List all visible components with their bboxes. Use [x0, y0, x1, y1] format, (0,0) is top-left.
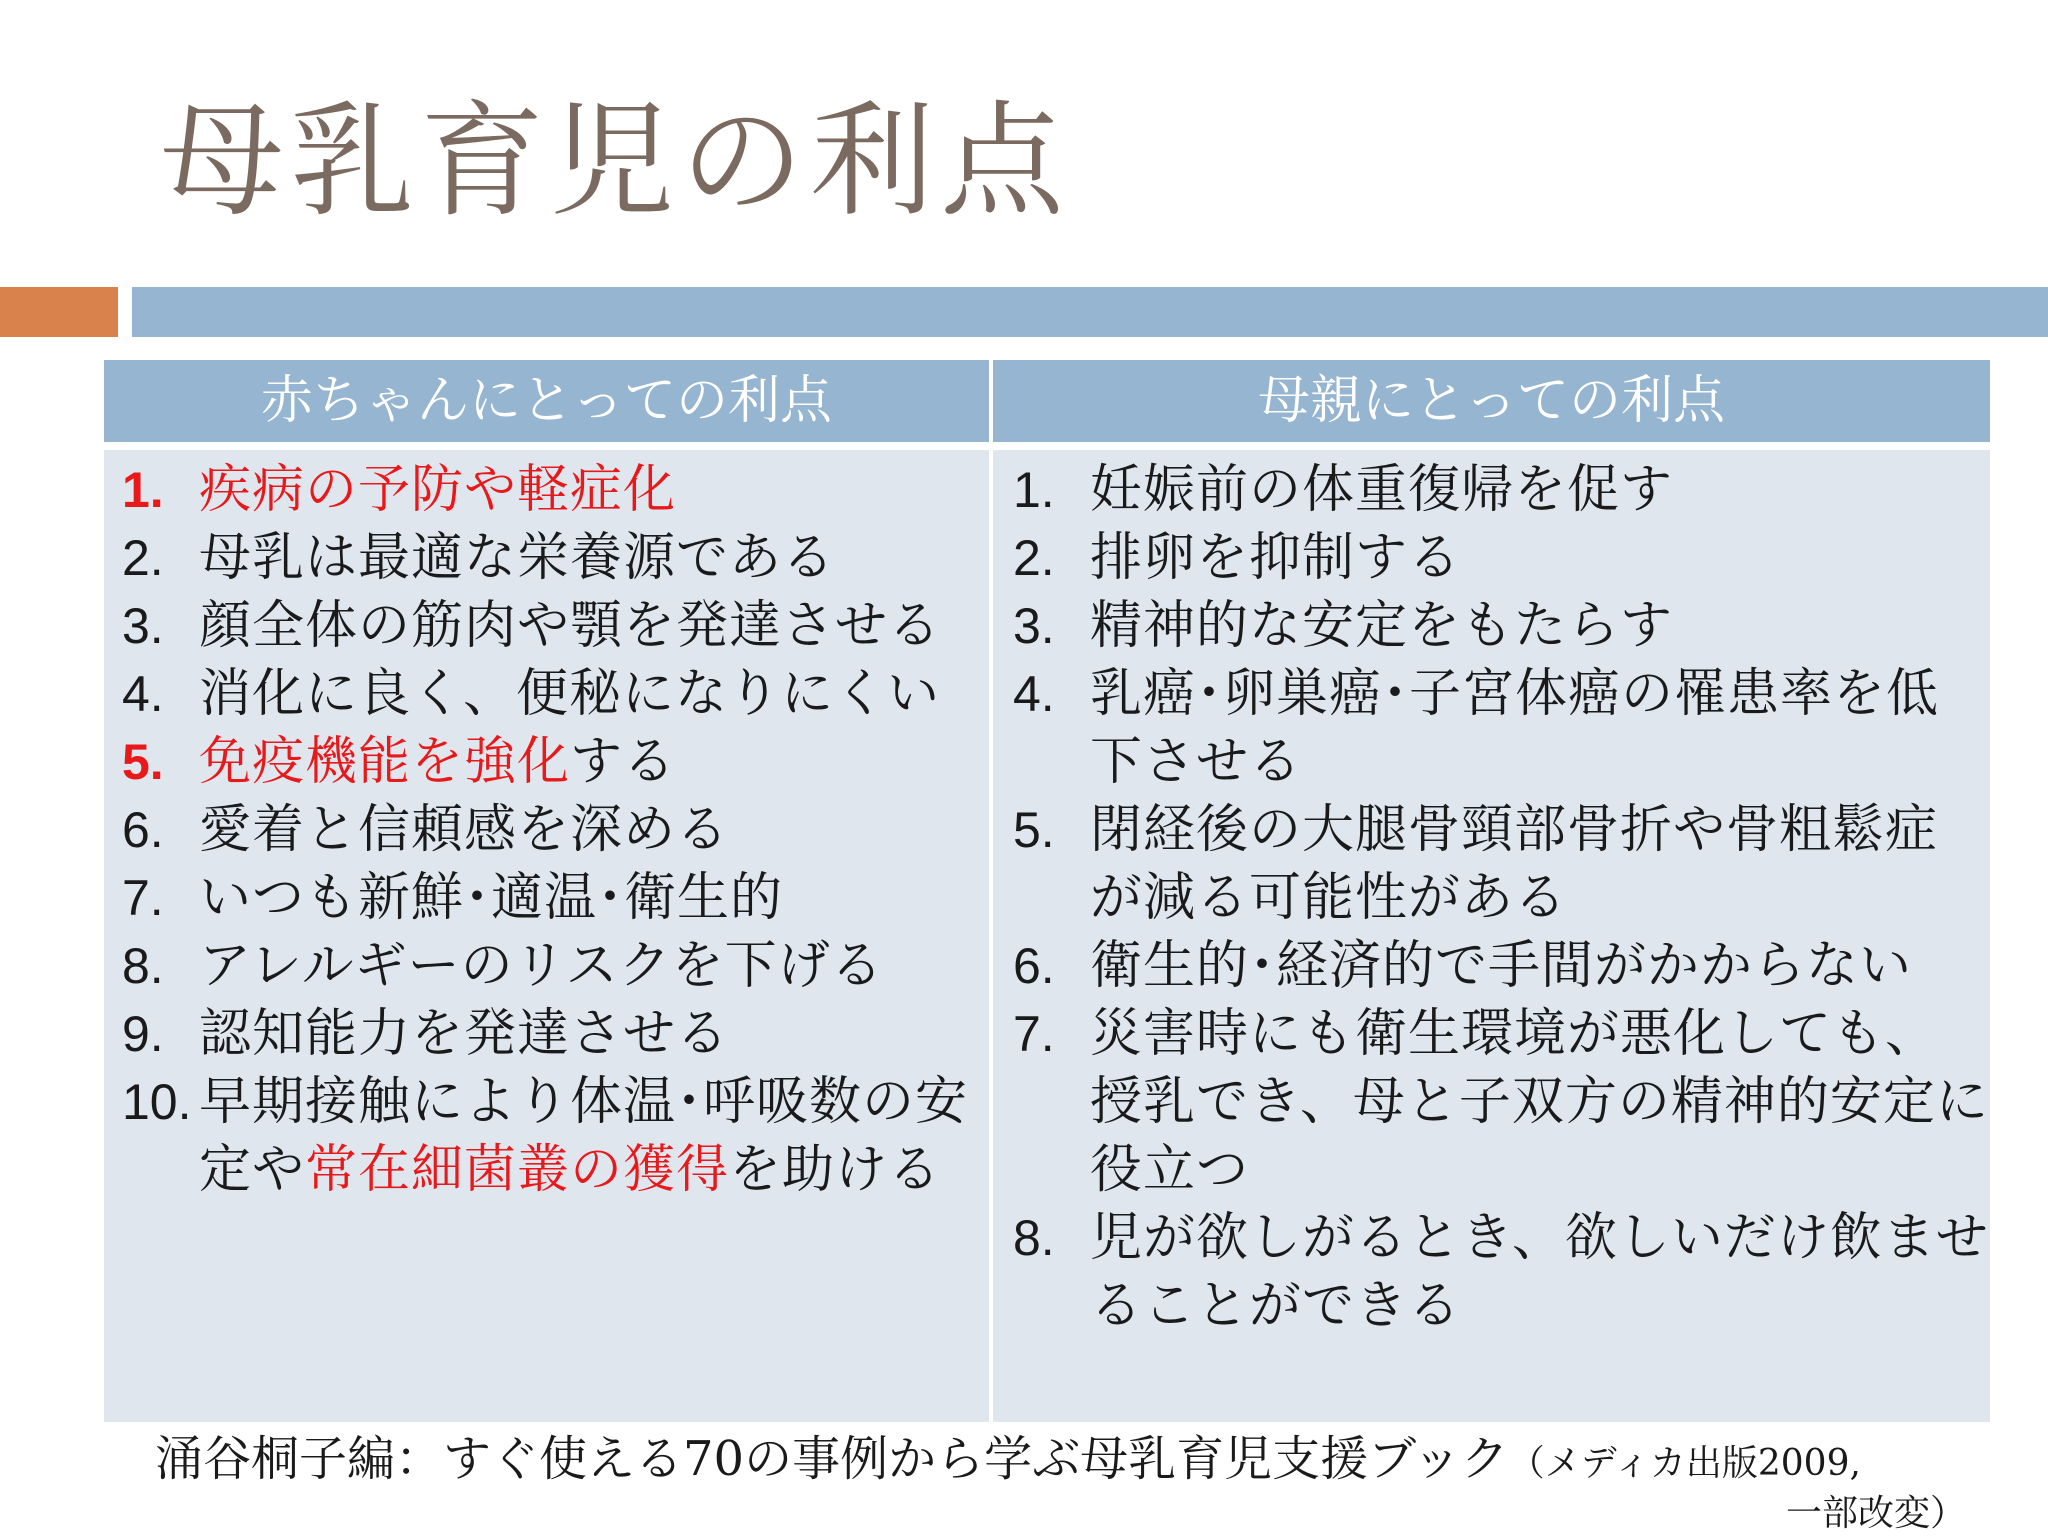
- item-number: 3.: [122, 598, 164, 654]
- item-text: [199, 456, 989, 524]
- item-text: 妊娠前の体重復帰を促す: [1090, 460, 1674, 520]
- mother-benefit-item: [1013, 456, 1990, 524]
- baby-benefit-item: [122, 1000, 989, 1068]
- highlighted-text: 疾病の予防や軽症化: [199, 460, 677, 520]
- baby-benefit-item: [122, 864, 989, 932]
- item-text-part: 消化に良く、便秘になりにくい: [199, 664, 940, 724]
- item-text: [199, 1068, 989, 1204]
- accent-bar-orange: [0, 287, 118, 337]
- item-text: [199, 592, 989, 660]
- mother-benefits-list: [1013, 456, 1990, 1340]
- item-text-part: アレルギーのリスクを下げる: [199, 936, 884, 996]
- citation-note: 一部改変）: [1785, 1493, 1966, 1534]
- highlighted-text: 常在細菌叢の獲得: [305, 1140, 730, 1200]
- mother-benefit-item: [1013, 796, 1990, 932]
- mother-benefits-column: [993, 450, 1990, 1422]
- item-number: 4.: [1013, 666, 1055, 722]
- item-text: 乳癌･卵巣癌･子宮体癌の罹患率を低下させる: [1090, 664, 1940, 792]
- item-number: 10.: [122, 1074, 192, 1130]
- baby-benefit-item: [122, 660, 989, 728]
- baby-benefit-item: [122, 932, 989, 1000]
- item-text: [199, 864, 989, 932]
- item-number: 8.: [122, 938, 164, 994]
- item-text: 児が欲しがるとき、欲しいだけ飲ませることができる: [1090, 1208, 1989, 1336]
- item-number: 7.: [122, 870, 164, 926]
- mother-benefits-header: 母親にとっての利点: [993, 360, 1990, 442]
- baby-benefit-item: [122, 524, 989, 592]
- item-text: 衛生的･経済的で手間がかからない: [1090, 936, 1913, 996]
- mother-benefit-item: [1013, 592, 1990, 660]
- item-text-part: いつも新鮮･適温･衛生的: [199, 868, 784, 928]
- item-text: 閉経後の大腿骨頸部骨折や骨粗鬆症が減る可能性がある: [1090, 800, 1939, 928]
- item-number: 6.: [122, 802, 164, 858]
- baby-benefit-item: [122, 796, 989, 864]
- baby-benefit-item: [122, 456, 989, 524]
- item-number: 1.: [122, 462, 164, 518]
- baby-benefits-list: [122, 456, 989, 1204]
- benefits-table: [104, 360, 1990, 1422]
- baby-benefits-header: 赤ちゃんにとっての利点: [104, 360, 989, 442]
- item-text-part: を助ける: [729, 1140, 942, 1200]
- baby-benefit-item: [122, 728, 989, 796]
- item-number: 7.: [1013, 1006, 1055, 1062]
- item-number: 3.: [1013, 598, 1055, 654]
- item-text: 災害時にも衛生環境が悪化しても、授乳でき、母と子双方の精神的安定に役立つ: [1090, 1004, 1989, 1200]
- highlighted-text: 免疫機能を強化: [199, 732, 571, 792]
- item-number: 9.: [122, 1006, 164, 1062]
- item-text: [199, 1000, 989, 1068]
- item-text: 排卵を抑制する: [1090, 528, 1462, 588]
- item-number: 4.: [122, 666, 164, 722]
- mother-benefit-item: [1013, 1000, 1990, 1204]
- item-number: 2.: [1013, 530, 1055, 586]
- item-text-part: 認知能力を発達させる: [199, 1004, 730, 1064]
- item-text-part: する: [570, 732, 677, 792]
- item-number: 6.: [1013, 938, 1055, 994]
- item-text-part: 母乳は最適な栄養源である: [199, 528, 836, 588]
- item-text-part: 早期接触により体温･呼吸数の安定や: [199, 1072, 969, 1200]
- accent-bar-blue: [132, 287, 2048, 337]
- item-text: 精神的な安定をもたらす: [1090, 596, 1674, 656]
- mother-benefit-item: [1013, 1204, 1990, 1340]
- baby-benefit-item: [122, 1068, 989, 1204]
- item-text-part: 顔全体の筋肉や顎を発達させる: [199, 596, 942, 656]
- mother-benefit-item: [1013, 660, 1990, 796]
- item-text-part: 愛着と信頼感を深める: [199, 800, 730, 860]
- mother-benefit-item: [1013, 524, 1990, 592]
- item-text: [199, 660, 989, 728]
- item-text: [199, 524, 989, 592]
- mother-benefit-item: [1013, 932, 1990, 1000]
- item-text: [199, 932, 989, 1000]
- item-text: [199, 796, 989, 864]
- item-number: 8.: [1013, 1210, 1055, 1266]
- item-number: 1.: [1013, 462, 1055, 518]
- baby-benefits-column: [104, 450, 989, 1422]
- item-number: 2.: [122, 530, 164, 586]
- item-text: [199, 728, 989, 796]
- item-number: 5.: [122, 734, 164, 790]
- baby-benefit-item: [122, 592, 989, 660]
- citation: [155, 1433, 2005, 1490]
- citation-publisher: （メディカ出版2009,: [1508, 1443, 1861, 1484]
- citation-main: 涌谷桐子編：すぐ使える70の事例から学ぶ母乳育児支援ブック: [155, 1431, 1509, 1487]
- item-number: 5.: [1013, 802, 1055, 858]
- slide-title: 母乳育児の利点: [160, 90, 1071, 234]
